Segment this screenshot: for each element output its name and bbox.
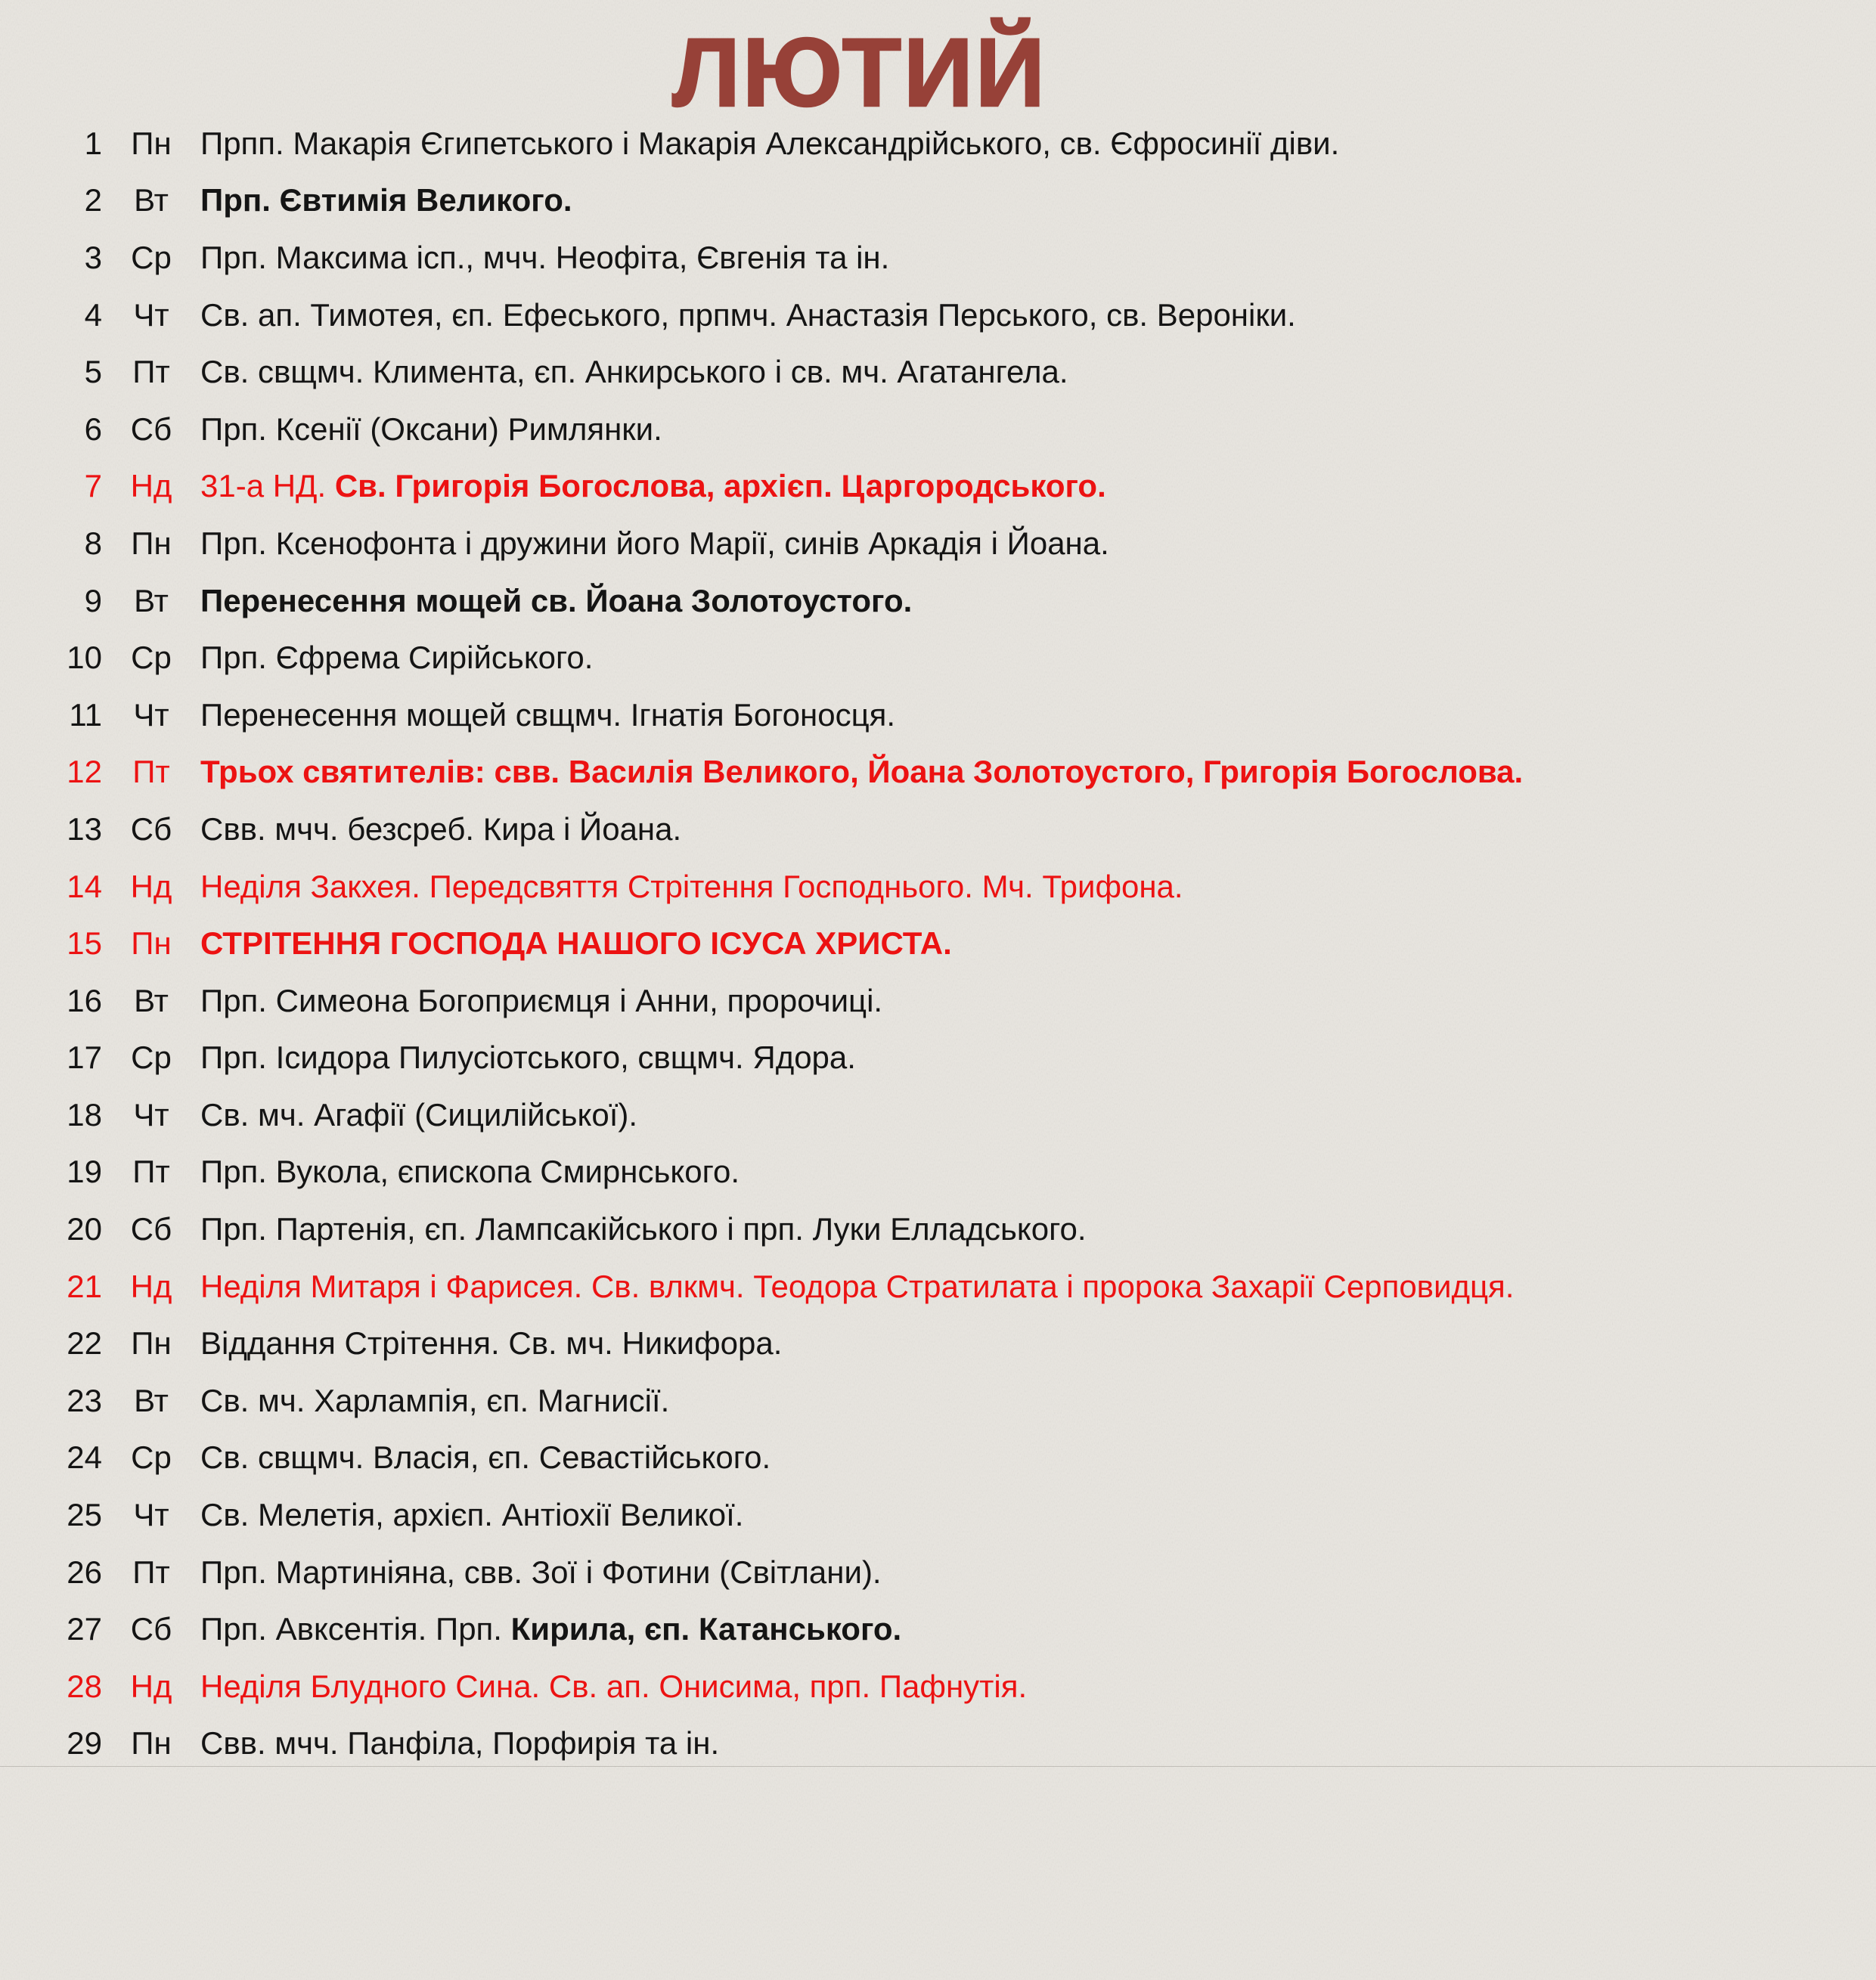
day-description xyxy=(200,697,1876,733)
day-description-segment: Прп. Авксентія. Прп. xyxy=(200,1611,511,1647)
day-description-segment: Прп. Максима ісп., мчч. Неофіта, Євгенія та ін. xyxy=(200,239,890,275)
day-description xyxy=(200,411,1876,448)
day-description-segment: Перенесення мощей св. Йоана Золотоустого. xyxy=(200,582,913,618)
calendar-row xyxy=(0,458,1876,516)
day-description-segment: Прп. Євтимія Великого. xyxy=(200,182,572,218)
day-description-segment: Св. свщмч. Власія, єп. Севастійського. xyxy=(200,1439,771,1476)
day-of-week: Чт xyxy=(133,296,169,333)
day-of-week: Ср xyxy=(131,1040,172,1076)
day-description xyxy=(200,583,1876,619)
day-number: 19 xyxy=(67,1154,102,1190)
day-of-week: Нд xyxy=(130,468,172,504)
day-number: 18 xyxy=(67,1096,102,1133)
day-of-week: Пт xyxy=(132,754,170,790)
calendar-row xyxy=(0,115,1876,172)
day-description xyxy=(200,125,1876,162)
day-number: 26 xyxy=(67,1554,102,1590)
day-number: 28 xyxy=(67,1668,102,1704)
day-number: 14 xyxy=(67,868,102,904)
day-of-week: Чт xyxy=(133,696,169,733)
day-number: 11 xyxy=(69,696,102,733)
day-number: 13 xyxy=(67,810,102,847)
day-number: 25 xyxy=(67,1497,102,1533)
day-description xyxy=(200,240,1876,276)
day-of-week: Сб xyxy=(130,1611,172,1647)
day-description-segment: Св. мч. Агафії (Сицилійської). xyxy=(200,1096,638,1133)
day-number: 2 xyxy=(84,182,102,218)
day-of-week: Вт xyxy=(134,582,169,618)
calendar-row xyxy=(0,801,1876,858)
day-description-segment: Св. ап. Тимотея, єп. Ефеського, прпмч. Анастазія Перського, св. Вероніки. xyxy=(200,296,1296,333)
day-number: 22 xyxy=(67,1325,102,1362)
day-number: 17 xyxy=(67,1040,102,1076)
day-description xyxy=(200,1669,1876,1705)
day-of-week: Вт xyxy=(134,182,169,218)
day-description xyxy=(200,1040,1876,1076)
calendar-row xyxy=(0,629,1876,686)
day-of-week: Пн xyxy=(131,925,172,962)
day-of-week: Пн xyxy=(131,1725,172,1762)
day-description xyxy=(200,1611,1876,1647)
day-description-segment: Віддання Стрітення. Св. мч. Никифора. xyxy=(200,1325,783,1362)
day-number: 6 xyxy=(84,411,102,447)
day-number: 12 xyxy=(67,754,102,790)
calendar-row xyxy=(0,1544,1876,1601)
day-description xyxy=(200,1154,1876,1190)
day-description-segment: Прп. Мартиніяна, свв. Зої і Фотини (Світлани). xyxy=(200,1554,882,1590)
day-description-segment: 31-а НД. xyxy=(200,468,335,504)
bottom-divider xyxy=(0,1766,1876,1767)
day-description-segment: Св. Мелетія, архієп. Антіохії Великої. xyxy=(200,1497,744,1533)
calendar-row xyxy=(0,1372,1876,1430)
calendar-row xyxy=(0,972,1876,1030)
day-number: 5 xyxy=(84,354,102,390)
day-list xyxy=(0,115,1876,1772)
day-description xyxy=(200,640,1876,676)
calendar-row xyxy=(0,1030,1876,1087)
day-number: 8 xyxy=(84,525,102,561)
day-description xyxy=(200,1325,1876,1362)
calendar-row xyxy=(0,858,1876,916)
day-description-segment: Св. свщмч. Климента, єп. Анкирського і св. мч. Агатангела. xyxy=(200,354,1068,390)
day-of-week: Вт xyxy=(134,1382,169,1418)
calendar-row xyxy=(0,1201,1876,1258)
day-description xyxy=(200,869,1876,905)
page-header xyxy=(0,19,1719,127)
day-of-week: Ср xyxy=(131,640,172,676)
day-description xyxy=(200,1211,1876,1247)
day-description xyxy=(200,925,1876,962)
calendar-row xyxy=(0,1715,1876,1773)
day-description-segment: Прп. Партенія, єп. Лампсакійського і прп. Луки Елладського. xyxy=(200,1211,1087,1247)
day-description-segment: Св. мч. Харлампія, єп. Магнисії. xyxy=(200,1382,670,1418)
day-description xyxy=(200,1554,1876,1591)
day-description xyxy=(200,754,1876,790)
day-description-segment: Неділя Блудного Сина. Св. ап. Онисима, прп. Пафнутія. xyxy=(200,1668,1028,1704)
day-description-segment: Прп. Ксенофонта і дружини його Марії, синів Аркадія і Йоана. xyxy=(200,525,1109,561)
day-description-segment: Прп. Вукола, єпископа Смирнського. xyxy=(200,1154,740,1190)
day-of-week: Вт xyxy=(134,982,169,1018)
day-description xyxy=(200,1725,1876,1762)
day-number: 24 xyxy=(67,1439,102,1476)
day-description-segment: Прп. Симеона Богоприємця і Анни, пророчиці. xyxy=(200,982,883,1018)
day-number: 29 xyxy=(67,1725,102,1762)
day-of-week: Сб xyxy=(130,1211,172,1247)
day-description-segment: Прпп. Макарія Єгипетського і Макарія Александрійського, св. Єфросинії діви. xyxy=(200,125,1340,161)
page-title: ЛЮТИЙ xyxy=(672,19,1047,127)
calendar-row xyxy=(0,343,1876,401)
day-description-segment: Перенесення мощей свщмч. Ігнатія Богоносця. xyxy=(200,696,896,733)
calendar-row xyxy=(0,287,1876,344)
day-description-segment: Неділя Митаря і Фарисея. Св. влкмч. Теодора Стратилата і пророка Захарії Серповидця. xyxy=(200,1268,1515,1304)
calendar-row xyxy=(0,744,1876,801)
day-of-week: Нд xyxy=(130,868,172,904)
day-description xyxy=(200,811,1876,847)
day-of-week: Сб xyxy=(130,411,172,447)
day-description xyxy=(200,1269,1876,1305)
calendar-row xyxy=(0,915,1876,972)
day-number: 15 xyxy=(67,925,102,962)
calendar-row xyxy=(0,229,1876,287)
day-of-week: Пн xyxy=(131,1325,172,1362)
day-of-week: Чт xyxy=(133,1497,169,1533)
calendar-row xyxy=(0,1144,1876,1201)
day-description xyxy=(200,354,1876,390)
day-description xyxy=(200,983,1876,1019)
calendar-row xyxy=(0,1600,1876,1658)
day-description-segment: Неділя Закхея. Передсвяття Стрітення Господнього. Мч. Трифона. xyxy=(200,868,1183,904)
calendar-row xyxy=(0,1258,1876,1315)
day-number: 21 xyxy=(67,1268,102,1304)
day-of-week: Пн xyxy=(131,125,172,161)
day-description-segment: СТРІТЕННЯ ГОСПОДА НАШОГО ІСУСА ХРИСТА. xyxy=(200,925,952,962)
day-number: 9 xyxy=(84,582,102,618)
day-number: 20 xyxy=(67,1211,102,1247)
day-number: 1 xyxy=(84,125,102,161)
day-description xyxy=(200,468,1876,504)
day-description xyxy=(200,1497,1876,1533)
day-of-week: Чт xyxy=(133,1096,169,1133)
calendar-row xyxy=(0,515,1876,572)
calendar-row xyxy=(0,401,1876,458)
calendar-row xyxy=(0,1315,1876,1372)
day-description-segment: Св. Григорія Богослова, архієп. Царгородського. xyxy=(334,468,1106,504)
day-description-segment: Прп. Ісидора Пилусіотського, свщмч. Ядора. xyxy=(200,1040,856,1076)
day-number: 23 xyxy=(67,1382,102,1418)
calendar-row xyxy=(0,1086,1876,1144)
calendar-row xyxy=(0,1486,1876,1544)
day-number: 27 xyxy=(67,1611,102,1647)
day-of-week: Пн xyxy=(131,525,172,561)
day-description xyxy=(200,1439,1876,1476)
day-number: 7 xyxy=(84,468,102,504)
day-of-week: Нд xyxy=(130,1668,172,1704)
day-of-week: Ср xyxy=(131,1439,172,1476)
day-description xyxy=(200,297,1876,333)
day-number: 10 xyxy=(67,640,102,676)
day-of-week: Нд xyxy=(130,1268,172,1304)
day-description-segment: Кирила, єп. Катанського. xyxy=(510,1611,902,1647)
day-number: 4 xyxy=(84,296,102,333)
day-number: 3 xyxy=(84,239,102,275)
calendar-row xyxy=(0,686,1876,744)
calendar-row xyxy=(0,1430,1876,1487)
day-of-week: Пт xyxy=(132,1554,170,1590)
day-description xyxy=(200,1383,1876,1419)
calendar-row xyxy=(0,172,1876,230)
day-number: 16 xyxy=(67,982,102,1018)
day-of-week: Пт xyxy=(132,1154,170,1190)
day-description-segment: Свв. мчч. Панфіла, Порфирія та ін. xyxy=(200,1725,720,1762)
day-of-week: Пт xyxy=(132,354,170,390)
day-description xyxy=(200,182,1876,218)
day-description-segment: Прп. Єфрема Сирійського. xyxy=(200,640,594,676)
calendar-row xyxy=(0,1658,1876,1715)
day-description xyxy=(200,1097,1876,1133)
day-of-week: Сб xyxy=(130,810,172,847)
day-description-segment: Свв. мчч. безсреб. Кира і Йоана. xyxy=(200,810,682,847)
day-description-segment: Трьох святителів: свв. Василія Великого, Йоана Золотоустого, Григорія Богослова. xyxy=(200,754,1524,790)
day-description xyxy=(200,525,1876,562)
day-of-week: Ср xyxy=(131,239,172,275)
day-description-segment: Прп. Ксенії (Оксани) Римлянки. xyxy=(200,411,662,447)
calendar-row xyxy=(0,572,1876,630)
